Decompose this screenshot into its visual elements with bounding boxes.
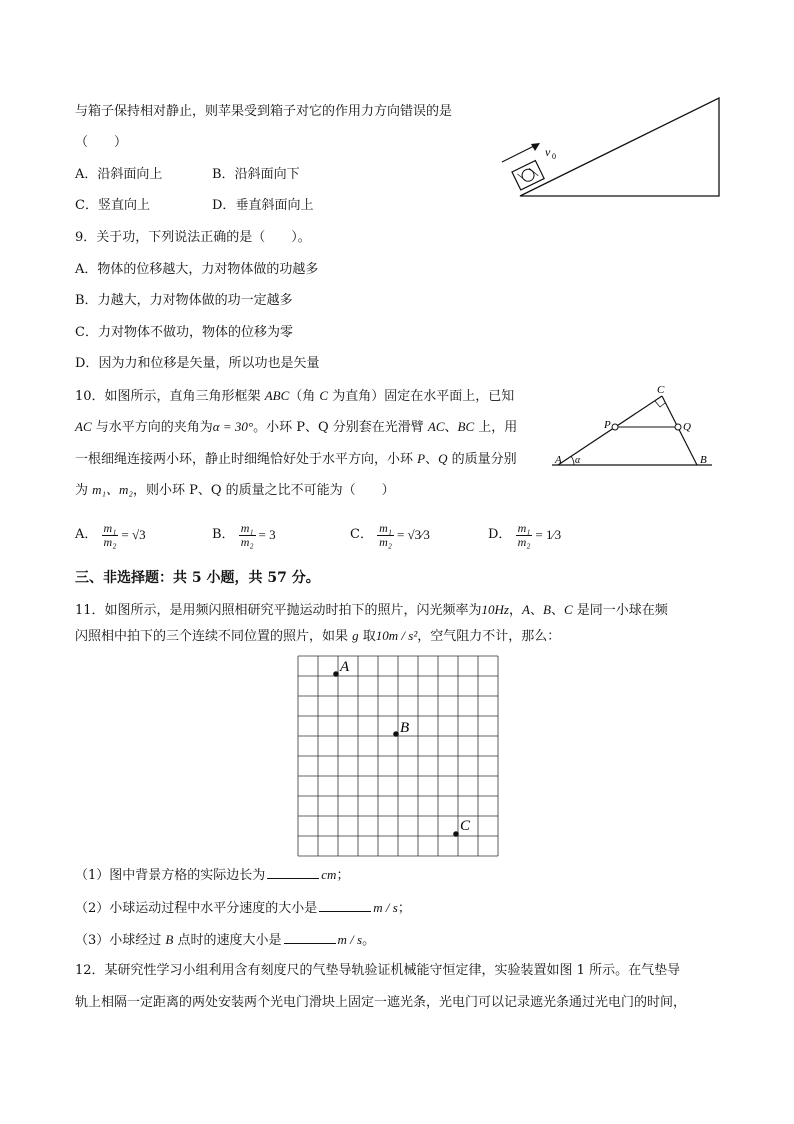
label-point-c: C (460, 818, 471, 834)
box-with-apple (512, 161, 544, 190)
q11-stem-line2: 闪照相中拍下的三个连续不同位置的照片，如果 g 取10m / s²，空气阻力不计，那么： (75, 628, 561, 644)
q9-option-b[interactable]: B．力越大，力对物体做的功一定越多 (75, 293, 293, 308)
label-c: C (657, 384, 665, 396)
velocity-arrow (502, 143, 540, 162)
answer-blank-2[interactable] (319, 899, 371, 912)
q10-option-d[interactable]: D． $\frac{\text{m₁}}{\text{m₂}}$ = 1⁄3 (488, 520, 562, 549)
arm-bc (662, 396, 697, 465)
q9-stem: 9．关于功，下列说法正确的是（ ）。 (75, 230, 311, 245)
q10-stem-line2: AC 与水平方向的夹角为α = 30°。小环 P、Q 分别套在光滑臂 AC、BC 上，用 (75, 419, 518, 435)
point-b (393, 731, 399, 737)
ratio-fraction: $\frac{\text{m₁}}{\text{m₂}}$ (103, 520, 117, 549)
q11-sub2: （2）小球运动过程中水平分速度的大小是 m / s； (75, 900, 411, 916)
label-q: Q (683, 421, 691, 433)
q10-option-b[interactable]: B． $\frac{\text{m₁}}{\text{m₂}}$ = 3 (212, 520, 276, 549)
velocity-label: v (545, 145, 551, 159)
q11-stem-line1: 11．如图所示，是用频闪照相研究平抛运动时拍下的照片，闪光频率为10Hz，A、B、C 是同一小球在频 (75, 602, 668, 618)
q8-option-c[interactable]: C．竖直向上 (75, 198, 150, 213)
ratio-fraction: $\frac{\text{m₁}}{\text{m₂}}$ (379, 520, 392, 549)
point-c (453, 831, 459, 837)
section-3-title: 三、非选择题：共 5 小题，共 57 分。 (75, 570, 320, 586)
ratio-fraction: $\frac{\text{m₁}}{\text{m₂}}$ (517, 520, 531, 549)
answer-blank-3[interactable] (284, 931, 336, 944)
label-alpha: α (575, 455, 581, 466)
q8-incline-figure (490, 90, 730, 205)
q10-stem-line1: 10．如图所示，直角三角形框架 ABC（角 C 为直角）固定在水平面上，已知 (75, 388, 515, 404)
q8-answer-paren: （ ） (75, 135, 128, 150)
q11-grid-figure (296, 654, 500, 858)
label-a: A (555, 454, 562, 466)
q8-option-b[interactable]: B．沿斜面向下 (212, 167, 300, 182)
q10-stem-line3: 一根细绳连接两小环，静止时细绳恰好处于水平方向，小环 P、Q 的质量分别 (75, 451, 517, 467)
answer-blank-1[interactable] (267, 866, 319, 879)
q9-option-d[interactable]: D．因为力和位移是矢量，所以功也是矢量 (75, 356, 320, 371)
label-point-a: A (340, 659, 350, 675)
q8-option-d[interactable]: D．垂直斜面向上 (212, 198, 314, 213)
q8-stem: 与箱子保持相对静止，则苹果受到箱子对它的作用力方向错误的是 (75, 104, 453, 119)
ratio-fraction: $\frac{\text{m₁}}{\text{m₂}}$ (240, 520, 254, 549)
q10-stem-line4: 为 m₁、m₂，则小环 P、Q 的质量之比不可能为（ ） (75, 482, 395, 498)
q10-option-a[interactable]: A． $\frac{\text{m₁}}{\text{m₂}}$ = √3 (75, 520, 146, 549)
right-angle-mark (655, 401, 665, 407)
alpha-arc (571, 456, 574, 465)
q8-option-a[interactable]: A．沿斜面向上 (75, 167, 163, 182)
q11-sub1: （1）图中背景方格的实际边长为 cm； (75, 867, 350, 883)
ring-p (612, 424, 618, 430)
q9-option-c[interactable]: C．力对物体不做功，物体的位移为零 (75, 325, 293, 340)
ring-q (675, 424, 681, 430)
q11-sub3: （3）小球经过 B 点时的速度大小是 m / s。 (75, 932, 376, 948)
q10-triangle-figure (552, 382, 717, 472)
q12-stem-line1: 12．某研究性学习小组利用含有刻度尺的气垫导轨验证机械能守恒定律，实验装置如图 1 所示。在气垫导 (75, 963, 681, 978)
label-b: B (700, 454, 707, 466)
q10-option-c[interactable]: C． $\frac{\text{m₁}}{\text{m₂}}$ = √3⁄3 (350, 520, 430, 549)
point-a (333, 671, 339, 677)
label-point-b: B (400, 720, 410, 736)
q9-option-a[interactable]: A．物体的位移越大，力对物体做的功越多 (75, 262, 319, 277)
label-p: P (604, 419, 611, 431)
q12-stem-line2: 轨上相隔一定距离的两处安装两个光电门滑块上固定一遮光条，光电门可以记录遮光条通过光电门的时间， (75, 995, 687, 1010)
velocity-subscript: 0 (552, 152, 556, 161)
